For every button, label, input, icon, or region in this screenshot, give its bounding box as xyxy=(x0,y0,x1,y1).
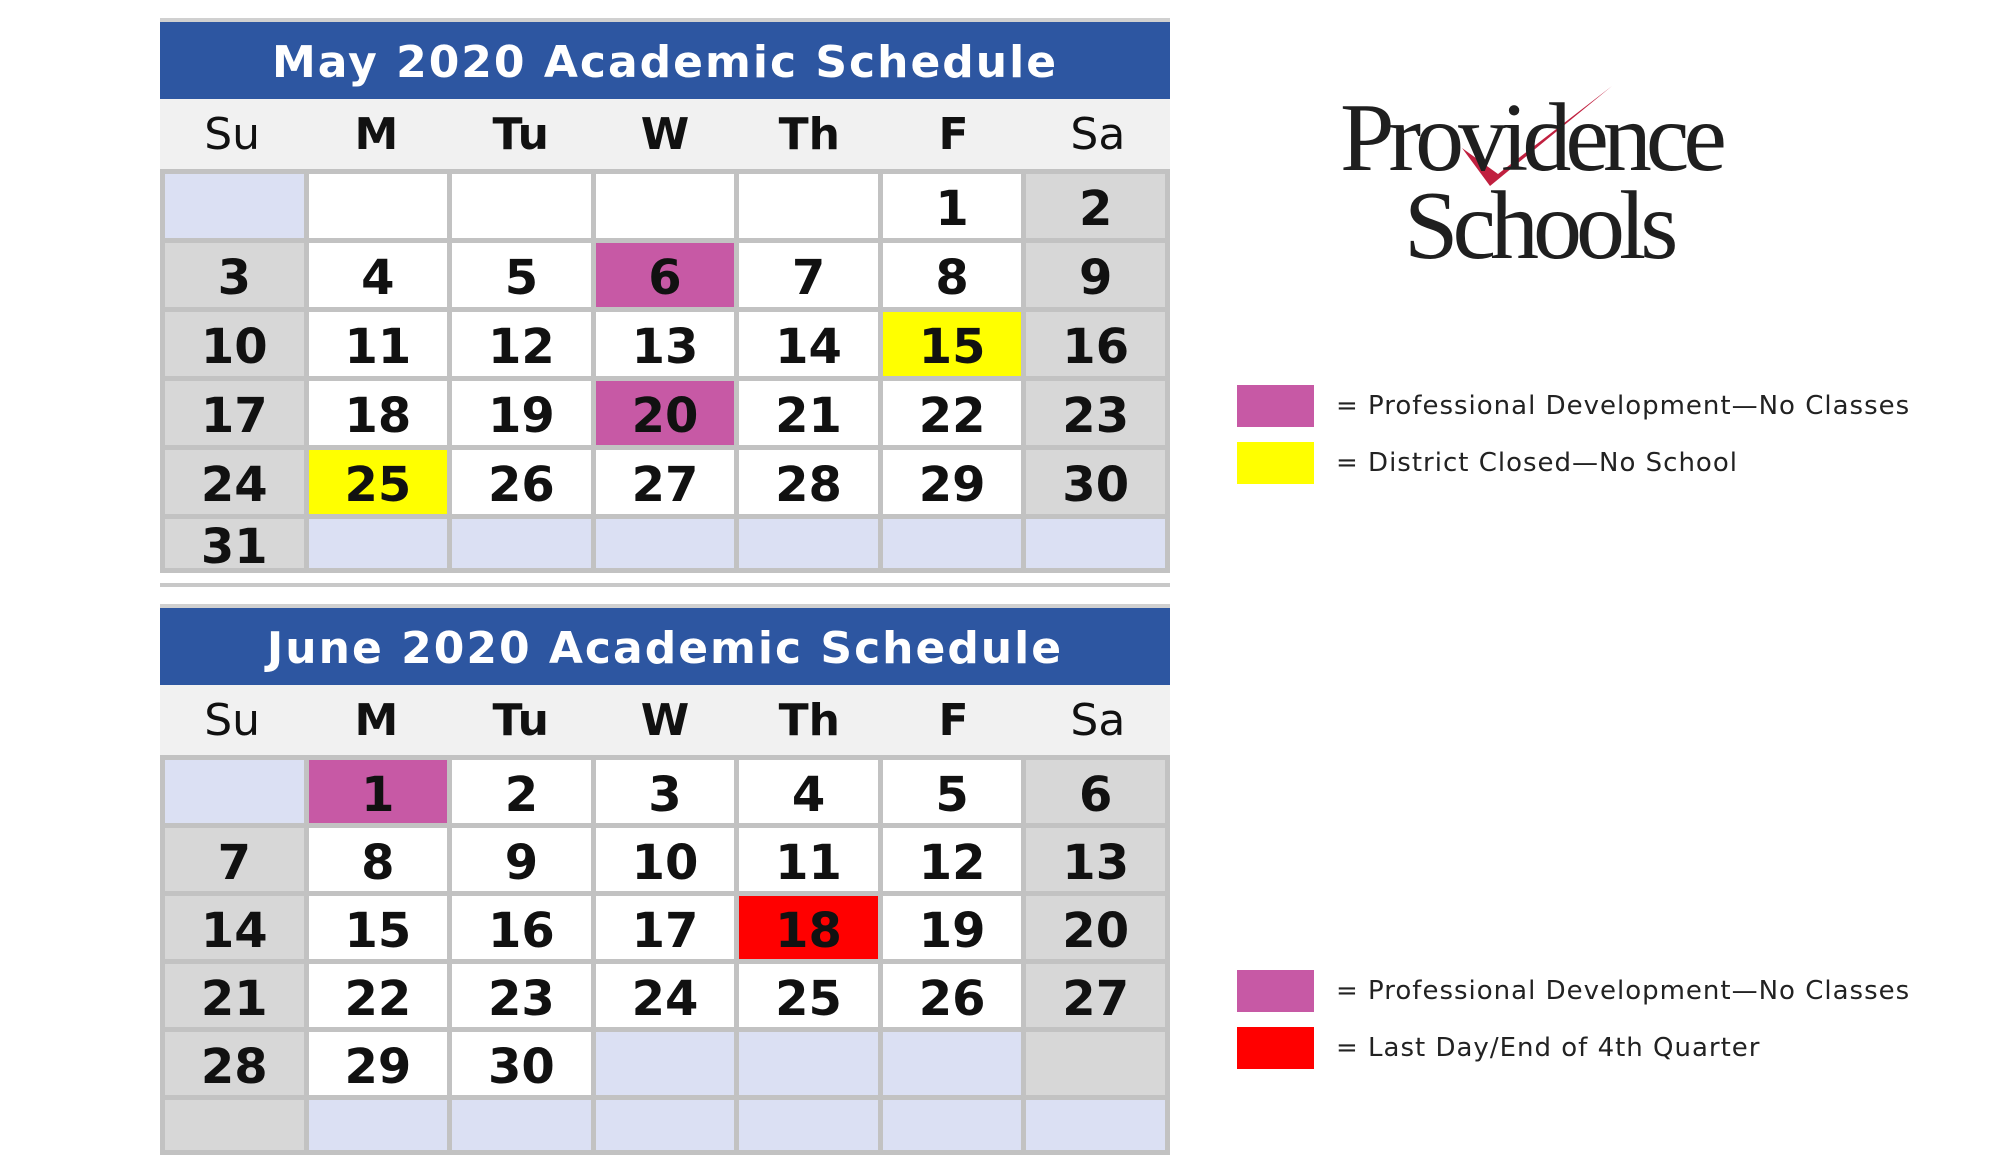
may-weekday-header xyxy=(160,99,1170,169)
day-cell: 16 xyxy=(1026,312,1165,376)
day-cell: 10 xyxy=(165,312,304,376)
day-cell: 8 xyxy=(309,828,448,891)
legend-label: = District Closed—No School xyxy=(1336,448,1738,478)
day-cell: 9 xyxy=(452,828,591,891)
day-cell: 24 xyxy=(596,964,735,1027)
day-cell: 21 xyxy=(165,964,304,1027)
day-cell: 8 xyxy=(883,243,1022,307)
empty-day-cell xyxy=(165,174,304,238)
day-cell: 1 xyxy=(883,174,1022,238)
day-cell: 6 xyxy=(596,243,735,307)
empty-day-cell xyxy=(739,1100,878,1150)
legend-swatch xyxy=(1237,970,1314,1012)
day-cell: 19 xyxy=(883,896,1022,959)
day-cell: 4 xyxy=(739,760,878,823)
day-cell: 30 xyxy=(452,1032,591,1095)
weekday-label: Su xyxy=(204,109,261,160)
may-calendar-title: May 2020 Academic Schedule xyxy=(160,18,1170,99)
empty-day-cell xyxy=(883,1032,1022,1095)
legend-item xyxy=(1237,442,1910,484)
day-cell: 25 xyxy=(739,964,878,1027)
empty-day-cell xyxy=(739,174,878,238)
day-cell: 3 xyxy=(165,243,304,307)
day-cell: 22 xyxy=(309,964,448,1027)
weekday-label: W xyxy=(640,109,690,160)
day-cell: 31 xyxy=(165,519,304,568)
empty-day-cell xyxy=(883,519,1022,568)
logo-line1: Providence xyxy=(1340,84,1721,192)
providence-schools-logo xyxy=(1340,78,1760,278)
legend-item xyxy=(1237,1027,1910,1069)
day-cell: 23 xyxy=(1026,381,1165,445)
legend-item xyxy=(1237,970,1910,1012)
logo-line2: Schools xyxy=(1404,172,1673,278)
empty-day-cell xyxy=(596,1100,735,1150)
may-day-grid xyxy=(160,169,1170,573)
legend-label: = Professional Development—No Classes xyxy=(1336,976,1911,1006)
day-cell: 10 xyxy=(596,828,735,891)
empty-day-cell xyxy=(452,174,591,238)
day-cell: 7 xyxy=(165,828,304,891)
day-cell: 3 xyxy=(596,760,735,823)
may-calendar xyxy=(160,18,1170,573)
day-cell: 29 xyxy=(883,450,1022,514)
day-cell: 27 xyxy=(596,450,735,514)
empty-day-cell xyxy=(165,1100,304,1150)
day-cell: 5 xyxy=(883,760,1022,823)
day-cell: 15 xyxy=(883,312,1022,376)
legend-label: = Last Day/End of 4th Quarter xyxy=(1336,1033,1761,1063)
day-cell: 11 xyxy=(739,828,878,891)
empty-day-cell xyxy=(596,174,735,238)
weekday-label: Su xyxy=(204,695,261,746)
day-cell: 26 xyxy=(883,964,1022,1027)
day-cell: 17 xyxy=(596,896,735,959)
day-cell: 30 xyxy=(1026,450,1165,514)
day-cell: 23 xyxy=(452,964,591,1027)
legend-swatch xyxy=(1237,1027,1314,1069)
day-cell: 1 xyxy=(309,760,448,823)
may-legend xyxy=(1237,385,1910,499)
empty-day-cell xyxy=(739,1032,878,1095)
day-cell: 26 xyxy=(452,450,591,514)
calendar-divider xyxy=(160,583,1170,587)
day-cell: 18 xyxy=(739,896,878,959)
empty-day-cell xyxy=(309,174,448,238)
weekday-label: F xyxy=(938,695,969,746)
day-cell: 20 xyxy=(1026,896,1165,959)
weekday-label: W xyxy=(640,695,690,746)
day-cell: 13 xyxy=(596,312,735,376)
weekday-label: F xyxy=(938,109,969,160)
day-cell: 14 xyxy=(165,896,304,959)
legend-swatch xyxy=(1237,385,1314,427)
day-cell: 13 xyxy=(1026,828,1165,891)
empty-day-cell xyxy=(452,519,591,568)
day-cell: 2 xyxy=(452,760,591,823)
weekday-label: M xyxy=(354,695,399,746)
day-cell: 18 xyxy=(309,381,448,445)
day-cell: 17 xyxy=(165,381,304,445)
weekday-label: Tu xyxy=(492,109,549,160)
empty-day-cell xyxy=(165,760,304,823)
weekday-label: Th xyxy=(778,109,840,160)
empty-day-cell xyxy=(739,519,878,568)
empty-day-cell xyxy=(452,1100,591,1150)
empty-day-cell xyxy=(309,519,448,568)
empty-day-cell xyxy=(1026,1100,1165,1150)
weekday-label: Sa xyxy=(1070,695,1126,746)
day-cell: 6 xyxy=(1026,760,1165,823)
june-calendar-title: June 2020 Academic Schedule xyxy=(160,604,1170,685)
day-cell: 20 xyxy=(596,381,735,445)
day-cell: 28 xyxy=(739,450,878,514)
day-cell: 15 xyxy=(309,896,448,959)
june-day-grid xyxy=(160,755,1170,1155)
june-weekday-header xyxy=(160,685,1170,755)
day-cell: 22 xyxy=(883,381,1022,445)
empty-day-cell xyxy=(596,519,735,568)
legend-item xyxy=(1237,385,1910,427)
day-cell: 27 xyxy=(1026,964,1165,1027)
day-cell: 2 xyxy=(1026,174,1165,238)
weekday-label: Tu xyxy=(492,695,549,746)
day-cell: 7 xyxy=(739,243,878,307)
weekday-label: M xyxy=(354,109,399,160)
legend-label: = Professional Development—No Classes xyxy=(1336,391,1911,421)
june-legend xyxy=(1237,970,1910,1084)
day-cell: 9 xyxy=(1026,243,1165,307)
june-calendar xyxy=(160,604,1170,1155)
day-cell: 11 xyxy=(309,312,448,376)
day-cell: 29 xyxy=(309,1032,448,1095)
weekday-label: Th xyxy=(778,695,840,746)
day-cell: 16 xyxy=(452,896,591,959)
empty-day-cell xyxy=(1026,1032,1165,1095)
day-cell: 5 xyxy=(452,243,591,307)
empty-day-cell xyxy=(309,1100,448,1150)
day-cell: 12 xyxy=(452,312,591,376)
day-cell: 19 xyxy=(452,381,591,445)
day-cell: 14 xyxy=(739,312,878,376)
legend-swatch xyxy=(1237,442,1314,484)
day-cell: 24 xyxy=(165,450,304,514)
day-cell: 12 xyxy=(883,828,1022,891)
empty-day-cell xyxy=(1026,519,1165,568)
empty-day-cell xyxy=(596,1032,735,1095)
empty-day-cell xyxy=(883,1100,1022,1150)
day-cell: 21 xyxy=(739,381,878,445)
weekday-label: Sa xyxy=(1070,109,1126,160)
day-cell: 4 xyxy=(309,243,448,307)
day-cell: 25 xyxy=(309,450,448,514)
day-cell: 28 xyxy=(165,1032,304,1095)
